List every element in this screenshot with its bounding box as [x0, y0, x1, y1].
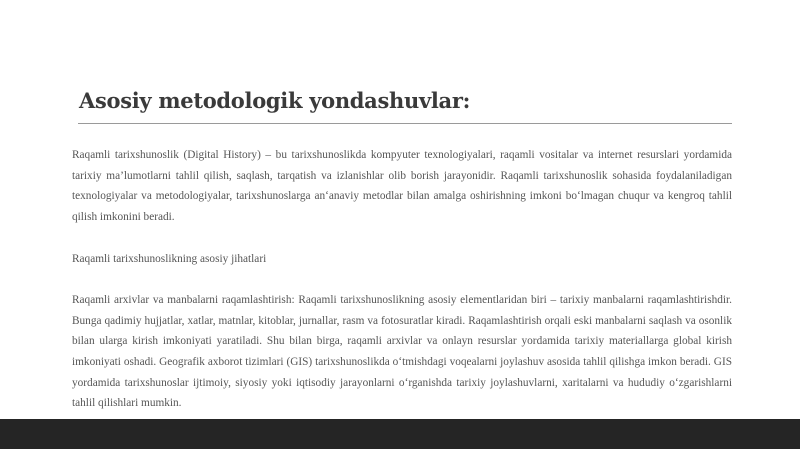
footer-bar [0, 419, 800, 449]
slide-body [72, 145, 732, 435]
intro-paragraph: Raqamli tarixshunoslik (Digital History) – bu tarixshunoslikda kompyuter texnologiyalari, raqamli vositalar va internet resurslari yordamida tarixiy ma’lumotlarni tahlil qilish, saqlash, tarqatish va izlanishlar olib borish jarayonidir. Raqamli tarixshunoslik sohasida foydalaniladigan texnologiyalar va metodologiyalar, tarixshunoslarga an‘anaviy metodlar bilan amalga oshirishning imkoni bo‘lmagan chuqur va kengroq tahlil qilish imkonini beradi. [72, 149, 732, 224]
title-divider [78, 123, 732, 124]
section-heading: Raqamli tarixshunoslikning asosiy jihatlari [72, 252, 267, 265]
slide-title: Asosiy metodologik yondashuvlar: [79, 88, 471, 113]
detail-paragraph: Raqamli arxivlar va manbalarni raqamlashtirish: Raqamli tarixshunoslikning asosiy elementlaridan biri – tarixiy manbalarni raqamlashtirishdir. Bunga qadimiy hujjatlar, xatlar, matnlar, kitoblar, jurnallar, rasm va fotosuratlar kiradi. Raqamlashtirish orqali eski manbalarni saqlash va osonlik bilan ularga kirish imkoniyati yaratiladi. Shu bilan birga, raqamli arxivlar va onlayn resurslar yordamida tarixiy materiallarga global kirish imkoniyati oshadi. Geografik axborot tizimlari (GIS) tarixshunoslikda o‘tmishdagi voqealarni joylashuv asosida tahlil qilishga imkon beradi. GIS yordamida tarixshunoslar ijtimoiy, siyosiy yoki iqtisodiy jarayonlarni o‘rganishda tarixiy joylashuvlarni, xaritalarni va hududiy o‘zgarishlarni tahlil qilishlari mumkin. [72, 293, 732, 410]
